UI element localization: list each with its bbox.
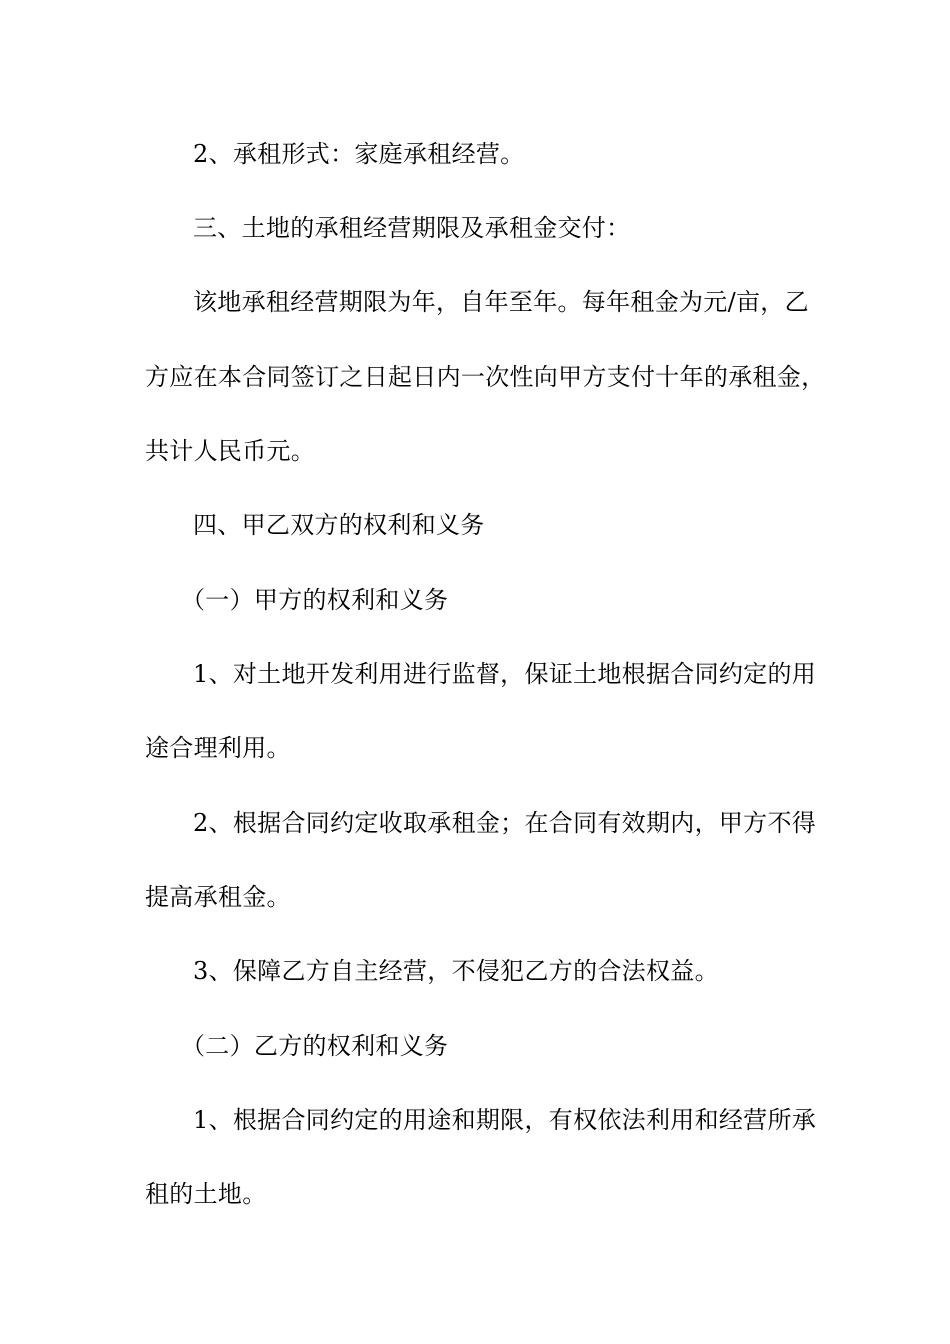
paragraph-lease-term-line-1: 该地承租经营期限为年，自年至年。每年租金为元/亩，乙 <box>193 288 809 316</box>
item-a1-line-1: 1、对土地开发利用进行监督，保证土地根据合同约定的用 <box>193 660 817 688</box>
section-heading-lease-term: 三、土地的承租经营期限及承租金交付： <box>193 214 631 242</box>
item-a2-line-1: 2、根据合同约定收取承租金；在合同有效期内，甲方不得 <box>193 809 817 837</box>
paragraph-lease-form: 2、承租形式：家庭承租经营。 <box>193 140 525 168</box>
item-a3: 3、保障乙方自主经营，不侵犯乙方的合法权益。 <box>193 957 719 985</box>
subheading-party-b: （二）乙方的权利和义务 <box>181 1032 449 1060</box>
item-b1-line-1: 1、根据合同约定的用途和期限，有权依法利用和经营所承 <box>193 1106 817 1134</box>
subheading-party-a: （一）甲方的权利和义务 <box>181 586 449 614</box>
item-a2-line-2: 提高承租金。 <box>145 883 291 911</box>
item-b1-line-2: 租的土地。 <box>145 1180 267 1208</box>
paragraph-lease-term-line-2: 方应在本合同签订之日起日内一次性向甲方支付十年的承租金， <box>145 363 826 391</box>
item-a1-line-2: 途合理利用。 <box>145 734 291 762</box>
paragraph-lease-term-line-3: 共计人民币元。 <box>145 437 316 465</box>
section-heading-rights-obligations: 四、甲乙双方的权利和义务 <box>193 511 485 539</box>
